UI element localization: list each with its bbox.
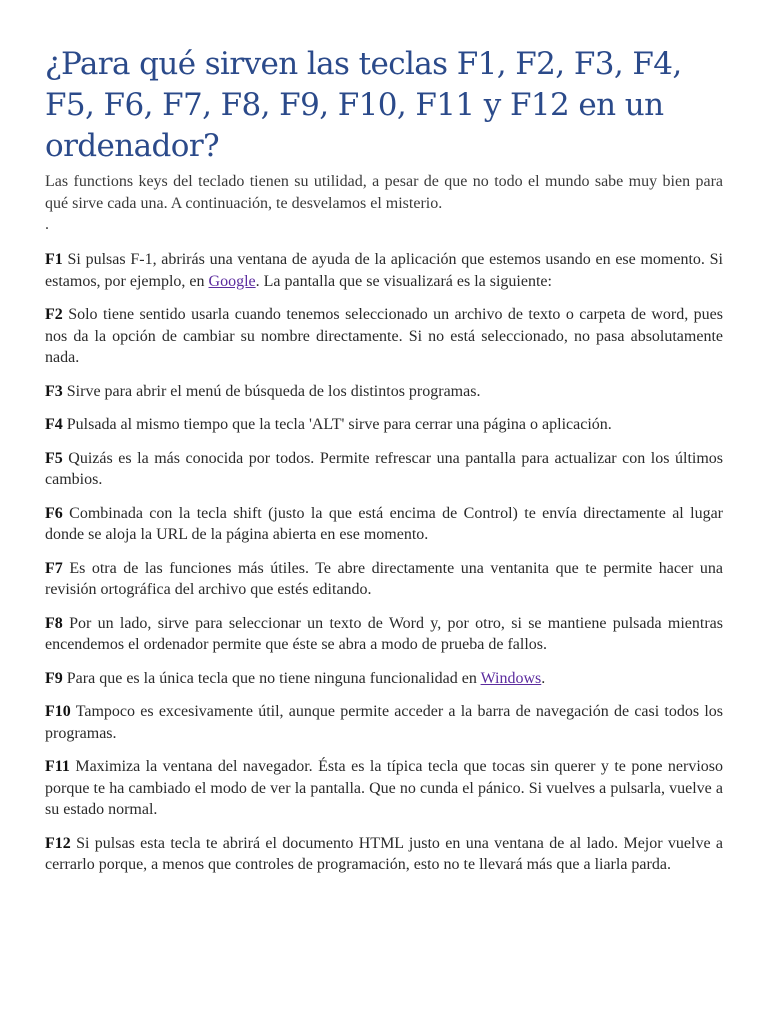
key-f3-paragraph xyxy=(45,381,723,403)
key-f6-paragraph xyxy=(45,503,723,546)
key-f11-text: Maximiza la ventana del navegador. Ésta es la típica tecla que tocas sin querer y te pone nervioso porque te ha cambiado el modo de ver la pantalla. Que no cunda el pánico. Si vuelves a pulsarla, vuelve a su estado normal. xyxy=(45,758,723,818)
key-f9-text-before: Para que es la única tecla que no tiene ninguna funcionalidad en xyxy=(62,669,481,687)
google-link[interactable]: Google xyxy=(208,272,256,290)
page-title: ¿Para qué sirven las teclas F1, F2, F3, F4, F5, F6, F7, F8, F9, F10, F11 y F12 en un ordenador? xyxy=(45,46,682,164)
key-f7-label: F7 xyxy=(45,559,63,577)
intro-paragraph: Las functions keys del teclado tienen su utilidad, a pesar de que no todo el mundo sabe muy bien para qué sirve cada una. A continuación, te desvelamos el misterio. xyxy=(45,173,723,212)
key-f6-label: F6 xyxy=(45,504,63,522)
key-f4-label: F4 xyxy=(45,416,63,433)
key-f1-label: F1 xyxy=(45,251,63,268)
key-f4-text: Pulsada al mismo tiempo que la tecla 'ALT' sirve para cerrar una página o aplicación. xyxy=(62,416,612,433)
key-f5-text: Quizás es la más conocida por todos. Permite refrescar una pantalla para actualizar con los últimos cambios. xyxy=(45,449,723,488)
key-f3-text: Sirve para abrir el menú de búsqueda de los distintos programas. xyxy=(62,382,481,400)
key-f10-paragraph xyxy=(45,701,723,744)
key-f8-text: Por un lado, sirve para seleccionar un texto de Word y, por otro, si se mantiene pulsada mientras encendemos el ordenador permite que éste se abra a modo de prueba de fallos. xyxy=(45,614,723,653)
separator-dot: . xyxy=(45,216,49,233)
key-f7-paragraph xyxy=(45,558,723,601)
key-f1-text-before: Si pulsas F-1, abrirás una ventana de ayuda de la aplicación que estemos usando en ese momento. Si estamos, por ejemplo, en xyxy=(45,251,723,290)
key-f5-label: F5 xyxy=(45,449,63,467)
key-f12-paragraph xyxy=(45,833,723,876)
key-f1-text-after: . La pantalla que se visualizará es la siguiente: xyxy=(255,272,552,290)
key-f12-text: Si pulsas esta tecla te abrirá el documento HTML justo en una ventana de al lado. Mejor vuelve a cerrarlo porque, a menos que controles de programación, esto no te llevará más que a liarla parda. xyxy=(45,834,723,873)
key-f9-paragraph xyxy=(45,668,723,690)
key-f11-paragraph xyxy=(45,756,723,821)
key-f11-label: F11 xyxy=(45,758,70,775)
key-f4-paragraph xyxy=(45,414,723,436)
key-f3-label: F3 xyxy=(45,382,63,400)
windows-link[interactable]: Windows xyxy=(480,669,542,687)
key-f8-paragraph xyxy=(45,613,723,656)
key-f7-text: Es otra de las funciones más útiles. Te abre directamente una ventanita que te permite hacer una revisión ortográfica del archivo que estés editando. xyxy=(45,559,723,598)
key-f8-label: F8 xyxy=(45,614,63,632)
key-f9-text-after: . xyxy=(541,669,546,687)
key-f9-label: F9 xyxy=(45,669,63,687)
key-f2-paragraph xyxy=(45,304,723,369)
key-f2-label: F2 xyxy=(45,306,63,323)
article xyxy=(45,44,723,888)
key-f5-paragraph xyxy=(45,448,723,491)
key-f1-paragraph xyxy=(45,249,723,292)
key-f10-label: F10 xyxy=(45,703,71,720)
key-f12-label: F12 xyxy=(45,834,71,852)
key-f2-text: Solo tiene sentido usarla cuando tenemos seleccionado un archivo de texto o carpeta de word, pues nos da la opción de cambiar su nombre directamente. Si no está seleccionado, no pasa absolutamente nada. xyxy=(45,306,723,366)
key-f10-text: Tampoco es excesivamente útil, aunque permite acceder a la barra de navegación de casi todos los programas. xyxy=(45,703,723,742)
key-f6-text: Combinada con la tecla shift (justo la que está encima de Control) te envía directamente al lugar donde se aloja la URL de la página abierta en ese momento. xyxy=(45,504,723,543)
